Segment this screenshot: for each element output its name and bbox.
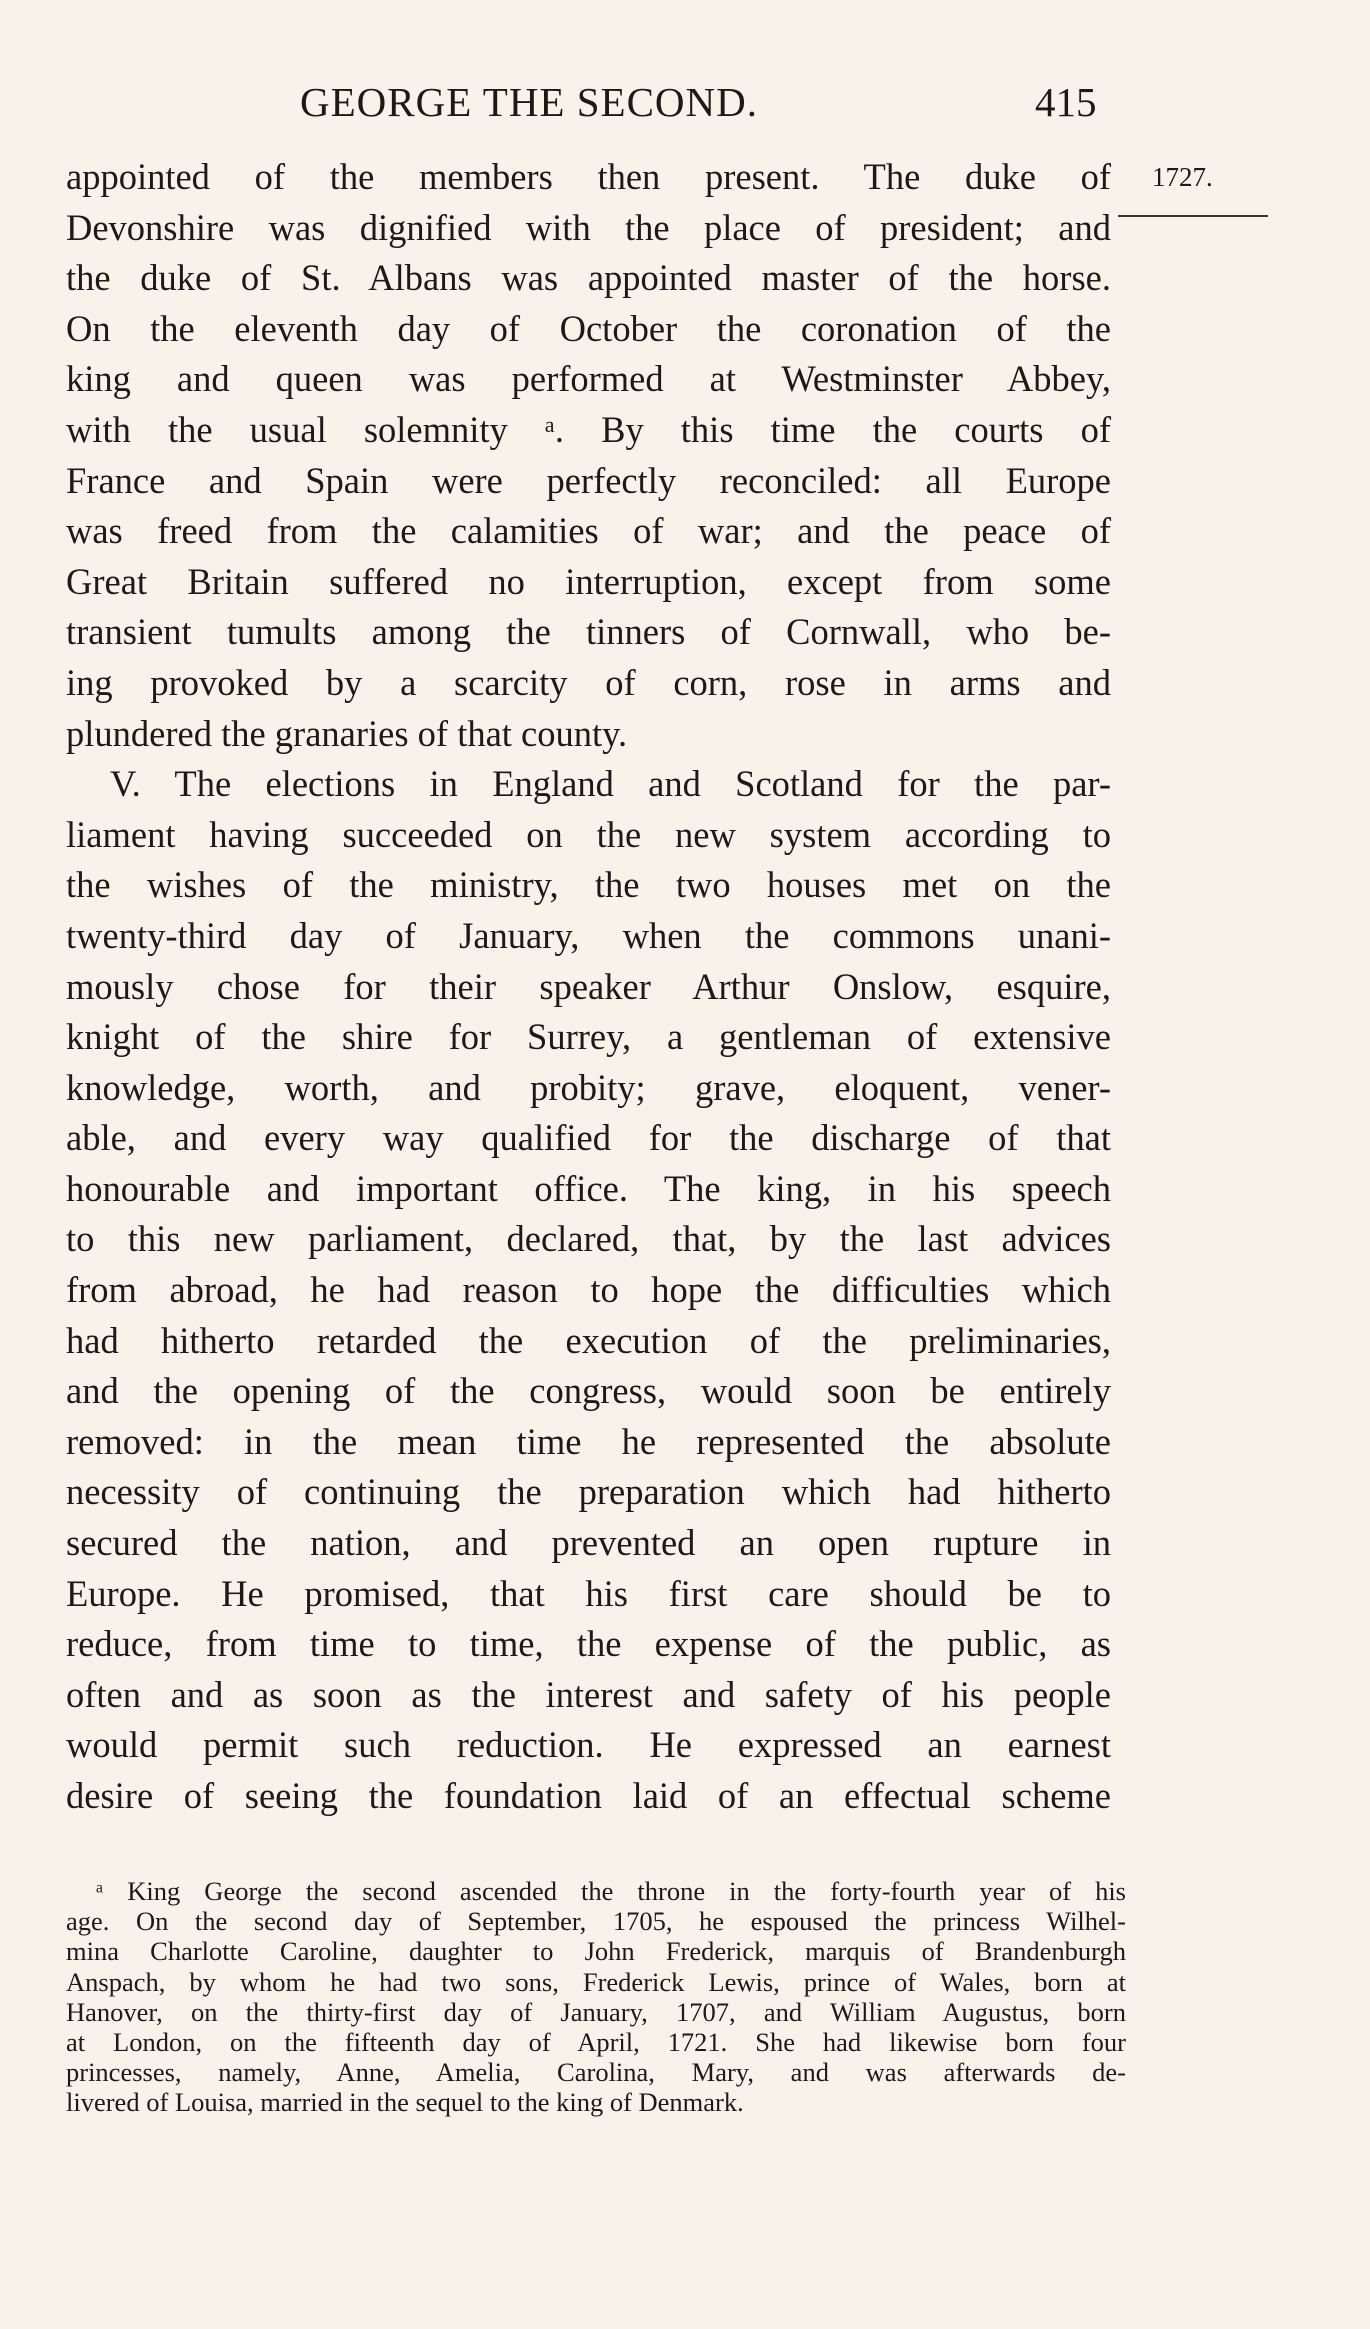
text-line: knowledge, worth, and probity; grave, eloquent, vener- (66, 1066, 1111, 1108)
text-line: ing provoked by a scarcity of corn, rose in arms and (66, 661, 1111, 703)
text-line: removed: in the mean time he represented the absolute (66, 1420, 1111, 1462)
text-line: and the opening of the congress, would soon be entirely (66, 1370, 1111, 1412)
footnote-line: age. On the second day of September, 1705, he espoused the princess Wilhel- (66, 1906, 1126, 1937)
margin-rule (1118, 215, 1268, 217)
page-header (300, 78, 1100, 128)
text-line: honourable and important office. The king, in his speech (66, 1167, 1111, 1209)
body-text (66, 152, 1111, 1822)
text-line: knight of the shire for Surrey, a gentleman of extensive (66, 1016, 1111, 1058)
text-line: appointed of the members then present. The duke of (66, 156, 1111, 197)
text-line: often and as soon as the interest and safety of his people (66, 1673, 1111, 1715)
text-line: necessity of continuing the preparation which had hitherto (66, 1471, 1111, 1513)
text-line: secured the nation, and prevented an open rupture in (66, 1522, 1111, 1564)
text-line: would permit such reduction. He expressed an earnest (66, 1724, 1111, 1766)
text-line: from abroad, he had reason to hope the difficulties which (66, 1269, 1111, 1311)
footnote-line: princesses, namely, Anne, Amelia, Carolina, Mary, and was afterwards de- (66, 2057, 1126, 2088)
text-line: plundered the granaries of that county. (66, 712, 628, 754)
section-heading-line: V. The elections in England and Scotland for the par- (110, 763, 1111, 805)
text-line: king and queen was performed at Westminster Abbey, (66, 358, 1111, 400)
text-line: On the eleventh day of October the coronation of the (66, 307, 1111, 349)
text-line: with the usual solemnity ᵃ. By this time the courts of (66, 408, 1111, 450)
text-line: desire of seeing the foundation laid of an effectual scheme (66, 1775, 1111, 1816)
page-number: 415 (1035, 79, 1097, 125)
running-head: GEORGE THE SECOND. (300, 79, 758, 125)
footnote-line: at London, on the fifteenth day of April, 1721. She had likewise born four (66, 2026, 1126, 2057)
text-line: twenty-third day of January, when the commons unani- (66, 914, 1111, 956)
text-line: mously chose for their speaker Arthur Onslow, esquire, (66, 965, 1111, 1007)
footnote-line: Hanover, on the thirty-first day of January, 1707, and William Augustus, born (66, 1996, 1126, 2027)
text-line: liament having succeeded on the new system according to (66, 813, 1111, 855)
text-line: the duke of St. Albans was appointed master of the horse. (66, 257, 1111, 299)
footnote-line: Anspach, by whom he had two sons, Frederick Lewis, prince of Wales, born at (66, 1966, 1126, 1997)
text-line: Devonshire was dignified with the place of president; and (66, 206, 1111, 248)
text-line: was freed from the calamities of war; and the peace of (66, 510, 1111, 552)
text-line: had hitherto retarded the execution of the preliminaries, (66, 1319, 1111, 1361)
footnote-line: mina Charlotte Caroline, daughter to John Frederick, marquis of Brandenburgh (66, 1936, 1126, 1967)
text-line: the wishes of the ministry, the two houses met on the (66, 864, 1111, 906)
footnote-line: ᵃ King George the second ascended the throne in the forty-fourth year of his (96, 1876, 1126, 1906)
text-line: able, and every way qualified for the discharge of that (66, 1117, 1111, 1159)
text-line: Great Britain suffered no interruption, except from some (66, 560, 1111, 602)
text-line: to this new parliament, declared, that, by the last advices (66, 1218, 1111, 1260)
footnotes (66, 1876, 1126, 2118)
text-line: Europe. He promised, that his first care should be to (66, 1572, 1111, 1614)
margin-year: 1727. (1152, 162, 1213, 192)
text-line: reduce, from time to time, the expense of the public, as (66, 1623, 1111, 1665)
text-line: France and Spain were perfectly reconciled: all Europe (66, 459, 1111, 501)
text-line: transient tumults among the tinners of Cornwall, who be- (66, 611, 1111, 653)
footnote-line: livered of Louisa, married in the sequel to the king of Denmark. (66, 2087, 744, 2118)
